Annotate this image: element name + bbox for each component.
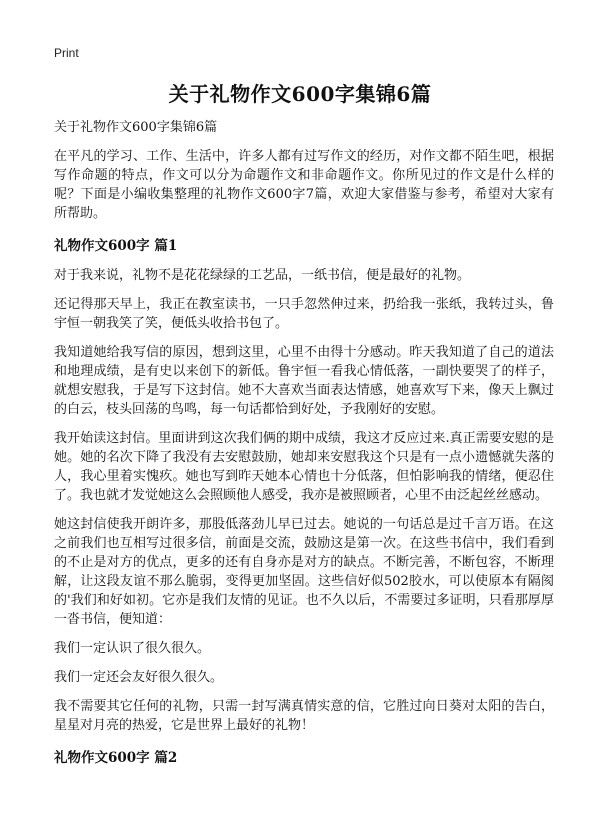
paragraph: 我们一定认识了很久很久。: [54, 641, 211, 656]
section-heading-2: 礼物作文600字 篇2: [54, 750, 178, 766]
section-heading-1: 礼物作文600字 篇1: [54, 238, 178, 254]
paragraph: 我知道她给我写信的原因，想到这里，心里不由得十分感动。昨天我知道了自己的道法和地理成绩，是有史以来创下的新低。鲁宇恒一看我心情低落，一副快要哭了的样子，就想安慰我，于是写下这封信。她不大喜欢当面表达情感，她喜欢写下来，像天上飘过的白云，枝头回荡的鸟鸣，每一句话都恰到好处，予我刚好的安慰。: [54, 345, 554, 417]
paragraph: 还记得那天早上，我正在教室读书，一只手忽然伸过来，扔给我一张纸，我转过头，鲁宇恒一朝我笑了笑，便低头收拾书包了。: [54, 297, 554, 331]
print-label[interactable]: Print: [54, 46, 79, 60]
paragraph: 对于我来说，礼物不是花花绿绿的工艺品，一纸书信，便是最好的礼物。: [54, 268, 471, 283]
paragraph: 我不需要其它任何的礼物，只需一封写满真情实意的信，它胜过向日葵对太阳的告白，星星对月亮的热爱，它是世界上最好的礼物！: [54, 699, 554, 733]
paragraph: 我开始读这封信。里面讲到这次我们俩的期中成绩，我这才反应过来.真正需要安慰的是她。她的名次下降了我没有去安慰鼓励，她却来安慰我这个只是有一点小遗憾就失落的人，我心里着实愧疚。她也写到昨天她本心情也十分低落，但怕影响我的情绪，便忍住了。我也就才发觉她这么会照顾他人感受，我亦是被照顾者，心里不由泛起丝丝感动。: [54, 431, 554, 503]
intro-paragraph: 在平凡的学习、工作、生活中，许多人都有过写作文的经历，对作文都不陌生吧，根据写作命题的特点，作文可以分为命题作文和非命题作文。你所见过的作文是什么样的呢？下面是小编收集整理的礼物作文600字7篇，欢迎大家借鉴与参考，希望对大家有所帮助。: [54, 149, 554, 221]
paragraph: 我们一定还会友好很久很久。: [54, 670, 224, 685]
document-body: [54, 118, 554, 778]
page-title: 关于礼物作文600字集锦6篇: [168, 82, 432, 106]
document-subtitle: 关于礼物作文600字集锦6篇: [54, 120, 218, 135]
paragraph: 她这封信使我开朗许多，那股低落劲儿早已过去。她说的一句话总是过千言万语。在这之前我们也互相写过很多信，前面是交流，鼓励这是第一次。在这些书信中，我们看到的不止是对方的优点，更多的还有自身亦是对方的缺点。不断完善，不断包容，不断理解，让这段友谊不那么脆弱，变得更加坚固。这些信好似502胶水，可以使原本有隔阂的'我们和好如初。它亦是我们友情的见证。也不久以后，不需要过多证明，只看那厚厚一沓书信，便知道：: [54, 517, 554, 627]
